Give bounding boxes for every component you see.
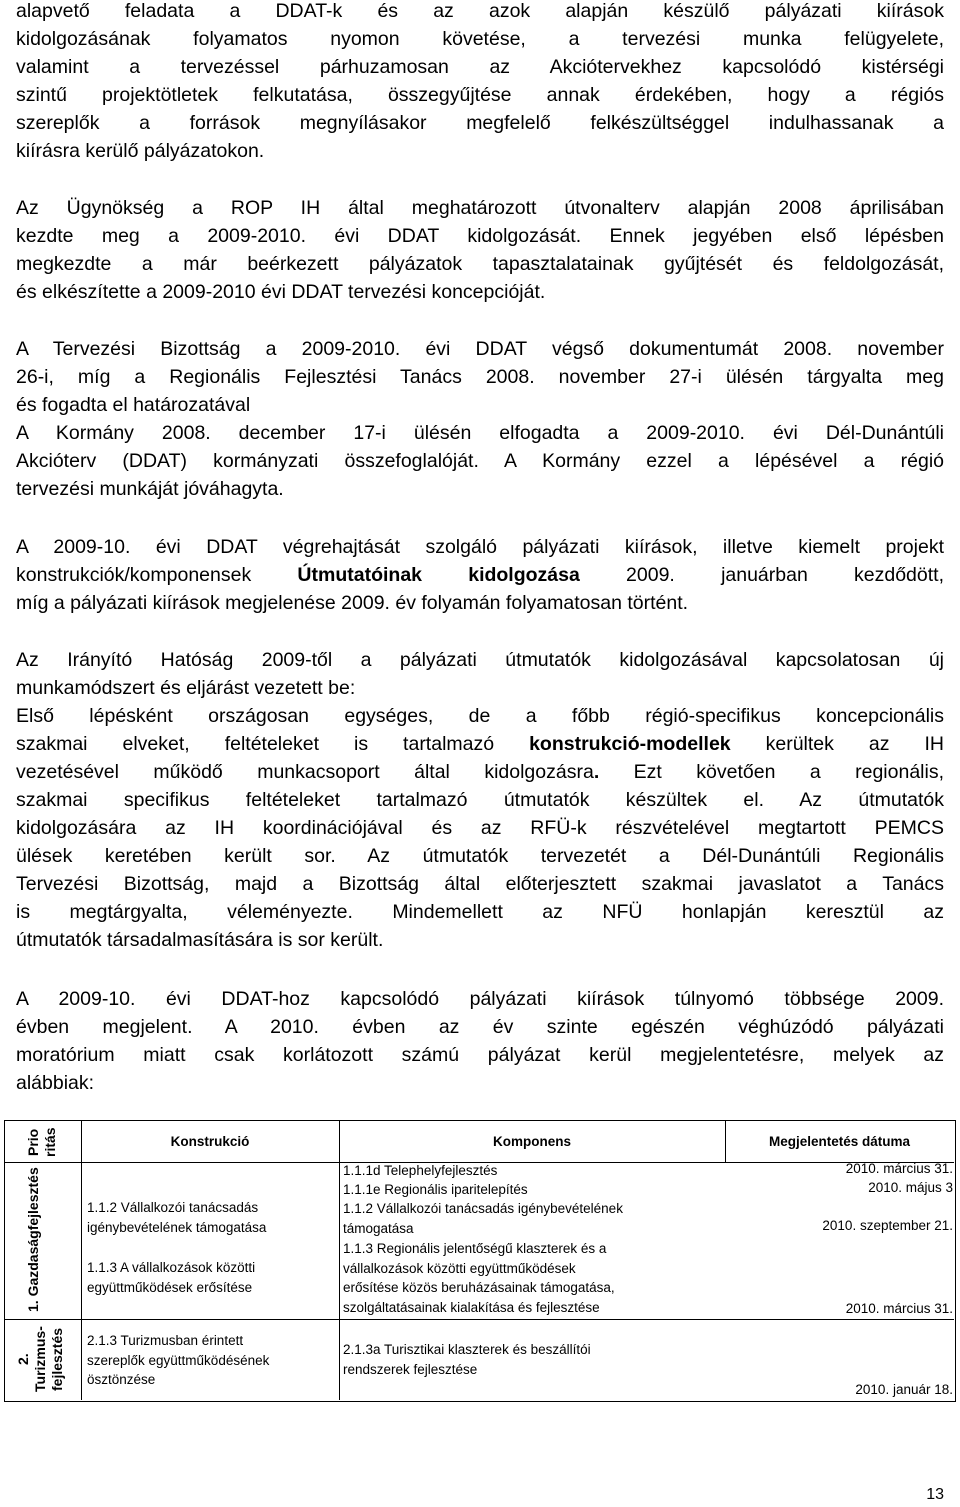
component-cell xyxy=(343,1239,723,1317)
construction-line: 1.1.3 A vállalkozások közötti xyxy=(87,1260,256,1275)
construction-line: együttműködések erősítése xyxy=(87,1279,253,1295)
text-line: Első lépésként országosan egységes, de a főbb régió-specifikus koncepcionális xyxy=(16,705,944,727)
component-line: szolgáltatásainak kialakítása és fejlesztése xyxy=(343,1299,600,1315)
text-line: kidolgozásának folyamatos nyomon követése, a tervezési munka felügyelete, xyxy=(16,28,944,50)
priority-1: 1. Gazdaságfejlesztés xyxy=(25,1167,41,1313)
paragraph-2 xyxy=(16,194,944,306)
text-line: A Kormány 2008. december 17-i ülésén elfogadta a 2009-2010. évi Dél-Dunántúli xyxy=(16,422,944,444)
component-line: 1.1.2 Vállalkozói tanácsadás igénybevételének xyxy=(343,1201,623,1216)
text-line: alapvető feladata a DDAT-k és az azok alapján készülő pályázati kiírások xyxy=(16,0,944,22)
construction-line: 1.1.2 Vállalkozói tanácsadás xyxy=(87,1200,259,1215)
component-cell xyxy=(343,1340,723,1379)
construction-line: 2.1.3 Turizmusban érintett xyxy=(87,1333,244,1348)
component-line: erősítése közös beruházásainak támogatása, xyxy=(343,1280,615,1295)
text-line: A 2009-10. évi DDAT-hoz kapcsolódó pályázati kiírások túlnyomó többsége 2009. xyxy=(16,988,944,1010)
text-line: Az Irányító Hatóság 2009-től a pályázati útmutatók kidolgozásával kapcsolatosan új xyxy=(16,649,944,671)
text-span: Ezt követően a regionális, xyxy=(599,761,945,783)
paragraph-3 xyxy=(16,335,944,503)
text-span: kerültek az IH xyxy=(730,733,944,755)
component-cell xyxy=(343,1199,723,1238)
text-line: A Tervezési Bizottság a 2009-2010. évi DDAT végső dokumentumát 2008. november xyxy=(16,338,944,360)
text-line: megkezdte a már beérkezett pályázatok tapasztalatainak gyűjtését és feldolgozását, xyxy=(16,253,944,275)
component-line: 2.1.3a Turisztikai klaszterek és beszállítói xyxy=(343,1342,591,1357)
text-line: Tervezési Bizottság, majd a Bizottság által előterjesztett szakmai javaslatot a Tanács xyxy=(16,873,944,895)
date-cell: 2010. szeptember 21. xyxy=(822,1218,953,1233)
header-priority: Prio ritás xyxy=(25,1127,58,1157)
header-date: Megjelentetés dátuma xyxy=(768,1134,911,1149)
text-line: szintű projektötletek felkutatása, összegyűjtése annak érdekében, hogy a régiós xyxy=(16,84,944,106)
page-number: 13 xyxy=(926,1486,944,1503)
component-cell xyxy=(343,1180,723,1200)
paragraph-1 xyxy=(16,0,944,165)
text-line: szereplők a források megnyílásakor megfelelő felkészültséggel indulhassanak a xyxy=(16,112,944,134)
construction-cell xyxy=(87,1198,337,1237)
text-line: Akcióterv (DDAT) kormányzati összefoglalóját. A Kormány ezzel a lépésével a régió xyxy=(16,450,944,472)
text-line xyxy=(16,758,944,786)
component-line: 1.1.1e Regionális iparitelepítés xyxy=(343,1182,528,1197)
text-line: valamint a tervezéssel párhuzamosan az Akciótervekhez kapcsolódó kistérségi xyxy=(16,56,944,78)
component-line: vállalkozások közötti együttműködések xyxy=(343,1260,576,1276)
text-span: konstrukciók/komponensek xyxy=(16,564,298,586)
bold-text: konstrukció-modellek xyxy=(529,733,731,755)
component-line: 1.1.1d Telephelyfejlesztés xyxy=(343,1163,498,1178)
publications-table xyxy=(4,1120,956,1402)
text-line: A 2009-10. évi DDAT végrehajtását szolgáló pályázati kiírások, illetve kiemelt projekt xyxy=(16,536,944,558)
paragraph-4 xyxy=(16,533,944,617)
text-line: és fogadta el határozatával xyxy=(16,394,251,416)
text-line: kiírásra kerülő pályázatokon. xyxy=(16,140,265,162)
bold-text: Útmutatóinak kidolgozása xyxy=(297,564,580,586)
date-cell: 2010. május 3 xyxy=(868,1180,953,1195)
text-line: is megtárgyalta, véleményezte. Mindemellett az NFÜ honlapján keresztül az xyxy=(16,901,944,923)
text-line: 26-i, míg a Regionális Fejlesztési Tanács 2008. november 27-i ülésén tárgyalta meg xyxy=(16,366,944,388)
text-span: vezetésével működő munkacsoport által kidolgozásra xyxy=(16,761,594,783)
text-line: kidolgozására az IH koordinációjával és az RFÜ-k részvételével megtartott PEMCS xyxy=(16,817,944,839)
text-line: alábbiak: xyxy=(16,1072,95,1094)
text-line: Az Ügynökség a ROP IH által meghatározott útvonalterv alapján 2008 áprilisában xyxy=(16,197,944,219)
text-line: míg a pályázati kiírások megjelenése 2009. év folyamán folyamatosan történt. xyxy=(16,592,689,614)
text-line: tervezési munkáját jóváhagyta. xyxy=(16,478,284,500)
text-span: szakmai elveket, feltételeket is tartalmazó xyxy=(16,733,530,755)
paragraph-5 xyxy=(16,646,944,954)
text-line xyxy=(16,561,944,589)
date-cell: 2010. március 31. xyxy=(845,1301,953,1316)
construction-line: ösztönzése xyxy=(87,1372,156,1387)
component-line: rendszerek fejlesztése xyxy=(343,1361,478,1377)
priority-2: 2. Turizmus- fejlesztés xyxy=(15,1326,65,1392)
text-line xyxy=(16,730,944,758)
table-row-divider xyxy=(5,1319,954,1320)
component-line: támogatása xyxy=(343,1220,414,1236)
date-cell: 2010. január 18. xyxy=(855,1382,953,1397)
text-span: 2009. januárban kezdődött, xyxy=(579,564,944,586)
bold-text: . xyxy=(593,761,600,783)
component-cell xyxy=(343,1161,723,1181)
text-line: moratórium miatt csak korlátozott számú pályázat kerül megjelentetésre, melyek az xyxy=(16,1044,944,1066)
header-construction: Konstrukció xyxy=(170,1134,250,1149)
text-line: ülések keretében került sor. Az útmutatók tervezetét a Dél-Dunántúli Regionális xyxy=(16,845,944,867)
text-line: évben megjelent. A 2010. évben az év szinte egészén véghúzódó pályázati xyxy=(16,1016,944,1038)
header-component: Komponens xyxy=(492,1134,571,1149)
date-cell: 2010. március 31. xyxy=(845,1161,953,1176)
text-line: munkamódszert és eljárást vezetett be: xyxy=(16,677,356,699)
construction-line: igénybevételének támogatása xyxy=(87,1219,267,1235)
text-line: kezdte meg a 2009-2010. évi DDAT kidolgozását. Ennek jegyében első lépésben xyxy=(16,225,944,247)
text-line: útmutatók társadalmasítására is sor került. xyxy=(16,929,384,951)
text-line: és elkészítette a 2009-2010 évi DDAT tervezési koncepcióját. xyxy=(16,281,546,303)
paragraph-6 xyxy=(16,985,944,1097)
component-line: 1.1.3 Regionális jelentőségű klaszterek és a xyxy=(343,1241,607,1256)
construction-cell xyxy=(87,1258,337,1297)
construction-cell xyxy=(87,1331,337,1390)
text-line: szakmai specifikus feltételeket tartalmazó útmutatók készültek el. Az útmutatók xyxy=(16,789,944,811)
construction-line: szereplők együttműködésének xyxy=(87,1352,270,1368)
